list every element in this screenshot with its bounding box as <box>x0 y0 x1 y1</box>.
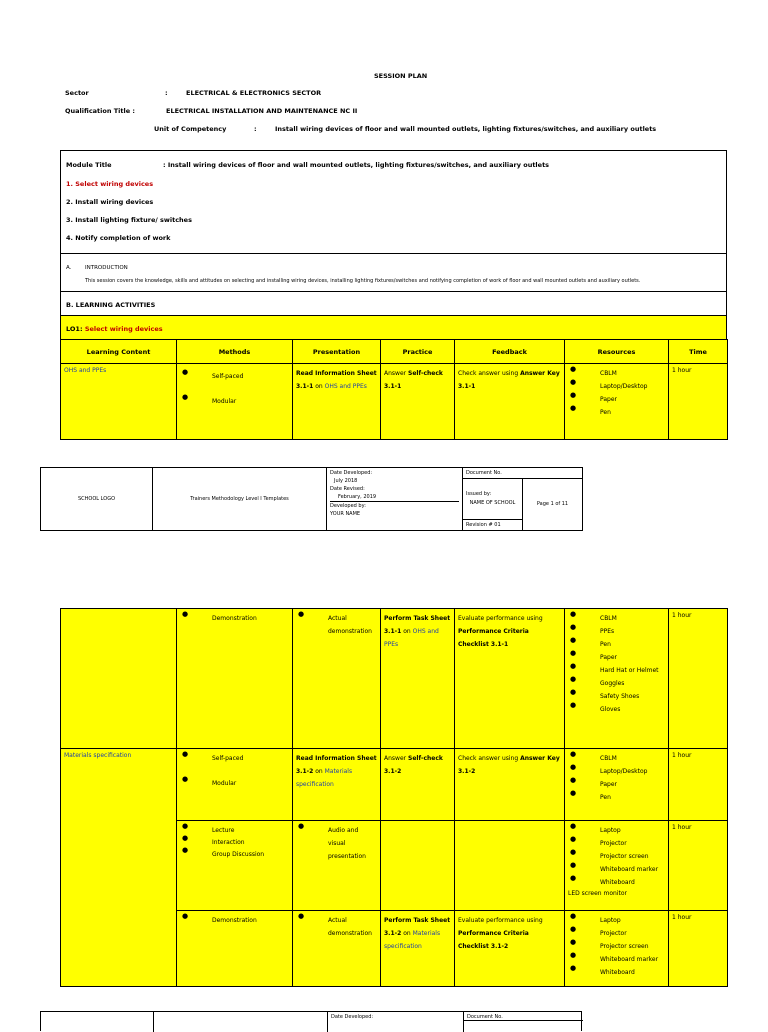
lo1-prefix: LO1: <box>66 325 83 333</box>
resources-cell <box>565 364 669 440</box>
document-number: Document No. <box>463 468 583 479</box>
resource-item: ● Goggles <box>568 677 665 690</box>
methods-cell <box>177 609 293 749</box>
learning-activities-table <box>60 339 728 440</box>
learning-content-cell: Materials specification <box>61 749 177 987</box>
resources-cell <box>565 609 669 749</box>
resource-item: ● Laptop <box>568 914 665 927</box>
method-item: ● Demonstration <box>180 612 289 625</box>
header-methods: Methods <box>177 340 293 364</box>
presentation-cell: ● Actual demonstration <box>293 609 381 749</box>
resource-item: ● Paper <box>568 651 665 664</box>
resource-item: ● Projector screen <box>568 850 665 863</box>
methods-cell <box>177 749 293 821</box>
lo-item-3: 3. Install lighting fixture/ switches <box>66 216 192 224</box>
practice-cell: Perform Task Sheet 3.1-1 on OHS and PPEs <box>381 609 455 749</box>
feedback-cell: Check answer using Answer Key 3.1-1 <box>455 364 565 440</box>
header-learning-content: Learning Content <box>61 340 177 364</box>
header-feedback: Feedback <box>455 340 565 364</box>
qualification-value: ELECTRICAL INSTALLATION AND MAINTENANCE NC II <box>166 107 358 115</box>
presentation-cell: Read Information Sheet 3.1-1 on OHS and PPEs <box>293 364 381 440</box>
lo1-text: Select wiring devices <box>84 325 163 333</box>
resource-item: ● Gloves <box>568 703 665 716</box>
table-row <box>61 609 728 749</box>
template-name: Trainers Methodology Level I Templates <box>153 468 327 531</box>
feedback-cell: Evaluate performance using Performance Criteria Checklist 3.1-2 <box>455 911 565 987</box>
lo1-row <box>60 315 727 340</box>
document-footer-2 <box>40 1011 582 1031</box>
lo-item-4: 4. Notify completion of work <box>66 234 171 242</box>
resource-item: ● CBLM <box>568 752 665 765</box>
learning-activities-table-continued <box>60 608 728 987</box>
practice-cell: Perform Task Sheet 3.1-2 on Materials specification <box>381 911 455 987</box>
intro-text: This session covers the knowledge, skills and attitudes on selecting and installing wiring devices, installing lighting fixtures/switches and notifying completion of work of floor and wall mounted outlets and auxiliary outlets. <box>85 278 641 284</box>
time-cell: 1 hour <box>669 911 728 987</box>
sector-value: ELECTRICAL & ELECTRONICS SECTOR <box>186 89 322 97</box>
revision-number: Revision # 01 <box>463 520 523 531</box>
practice-cell: Answer Self-check 3.1-2 <box>381 749 455 821</box>
resource-item: ● Whiteboard marker <box>568 953 665 966</box>
date-info: Date Developed: July 2018 Date Revised: February, 2019 Developed by: YOUR NAME <box>327 468 463 531</box>
table-row <box>61 749 728 821</box>
qualification-label: Qualification Title : <box>65 107 136 115</box>
school-logo: SCHOOL LOGO <box>41 468 153 531</box>
resource-item: ● PPEs <box>568 625 665 638</box>
introduction-box <box>60 253 727 292</box>
resource-item: ● Laptop <box>568 824 665 837</box>
feedback-cell: Evaluate performance using Performance Criteria Checklist 3.1-1 <box>455 609 565 749</box>
lo-item-1: 1. Select wiring devices <box>66 180 154 188</box>
header-practice: Practice <box>381 340 455 364</box>
resource-item: ● Pen <box>568 638 665 651</box>
resource-item: ● CBLM <box>568 367 665 380</box>
sector-label: Sector <box>65 89 89 97</box>
feedback-cell <box>455 821 565 911</box>
learning-activities-box <box>60 291 727 316</box>
learning-content-cell <box>61 609 177 749</box>
presentation-cell: ● Audio and visual presentation <box>293 821 381 911</box>
module-box <box>60 150 727 254</box>
resources-cell <box>565 911 669 987</box>
resource-item: ● Paper <box>568 778 665 791</box>
practice-cell: Answer Self-check 3.1-1 <box>381 364 455 440</box>
resource-item: ● Laptop/Desktop <box>568 380 665 393</box>
sector-colon: : <box>165 89 168 97</box>
learning-activities-heading: B. LEARNING ACTIVITIES <box>66 301 156 309</box>
resource-item: ● Pen <box>568 406 665 419</box>
time-cell: 1 hour <box>669 749 728 821</box>
resource-item: ● CBLM <box>568 612 665 625</box>
resource-item: ● Whiteboard marker <box>568 863 665 876</box>
lo-item-2: 2. Install wiring devices <box>66 198 154 206</box>
practice-cell <box>381 821 455 911</box>
intro-title: INTRODUCTION <box>85 265 128 271</box>
header-resources: Resources <box>565 340 669 364</box>
resource-item: ● Hard Hat or Helmet <box>568 664 665 677</box>
methods-cell <box>177 911 293 987</box>
module-title-label: Module Title <box>66 161 112 169</box>
header-presentation: Presentation <box>293 340 381 364</box>
resource-item: ● Pen <box>568 791 665 804</box>
method-item: ● Self-paced <box>180 752 289 765</box>
learning-content-cell: OHS and PPEs <box>61 364 177 440</box>
resource-item: ● Whiteboard <box>568 966 665 979</box>
intro-label: A. <box>66 265 72 271</box>
unit-of-competency-label: Unit of Competency <box>154 125 227 133</box>
resource-item: ● Laptop/Desktop <box>568 765 665 778</box>
feedback-cell: Check answer using Answer Key 3.1-2 <box>455 749 565 821</box>
resource-item: ● Projector screen <box>568 940 665 953</box>
methods-cell <box>177 821 293 911</box>
unit-of-competency-value: Install wiring devices of floor and wall mounted outlets, lighting fixtures/switches, and auxiliary outlets <box>275 125 657 133</box>
time-cell: 1 hour <box>669 821 728 911</box>
time-cell: 1 hour <box>669 364 728 440</box>
issued-by: Issued by: NAME OF SCHOOL <box>463 478 523 519</box>
method-item: ● Group Discussion <box>180 848 289 861</box>
method-item: ● Interaction <box>180 836 289 849</box>
resources-cell <box>565 749 669 821</box>
resource-item: ● Whiteboard <box>568 876 665 889</box>
document-number-label: Document No. <box>467 1014 503 1020</box>
resource-item: ● Projector <box>568 927 665 940</box>
method-item: ● Demonstration <box>180 914 289 927</box>
method-item: ● Self-paced <box>180 370 289 383</box>
presentation-cell: Read Information Sheet 3.1-2 on Materials specification <box>293 749 381 821</box>
table-row <box>61 364 728 440</box>
resource-item: ● Paper <box>568 393 665 406</box>
date-developed-label: Date Developed: <box>331 1014 374 1020</box>
module-title-value: : Install wiring devices of floor and wall mounted outlets, lighting fixtures/switches, and auxiliary outlets <box>163 161 550 169</box>
page-title: SESSION PLAN <box>374 72 428 80</box>
resource-item: ● Safety Shoes <box>568 690 665 703</box>
method-item: ● Lecture <box>180 824 289 837</box>
uoc-colon: : <box>254 125 257 133</box>
presentation-cell: ● Actual demonstration <box>293 911 381 987</box>
resource-item: LED screen monitor <box>568 890 627 897</box>
method-item: ● Modular <box>180 395 289 408</box>
page-number: Page 1 of 11 <box>523 478 583 530</box>
resource-item: ● Projector <box>568 837 665 850</box>
methods-cell <box>177 364 293 440</box>
time-cell: 1 hour <box>669 609 728 749</box>
resources-cell <box>565 821 669 911</box>
header-time: Time <box>669 340 728 364</box>
method-item: ● Modular <box>180 777 289 790</box>
document-footer <box>40 467 583 531</box>
